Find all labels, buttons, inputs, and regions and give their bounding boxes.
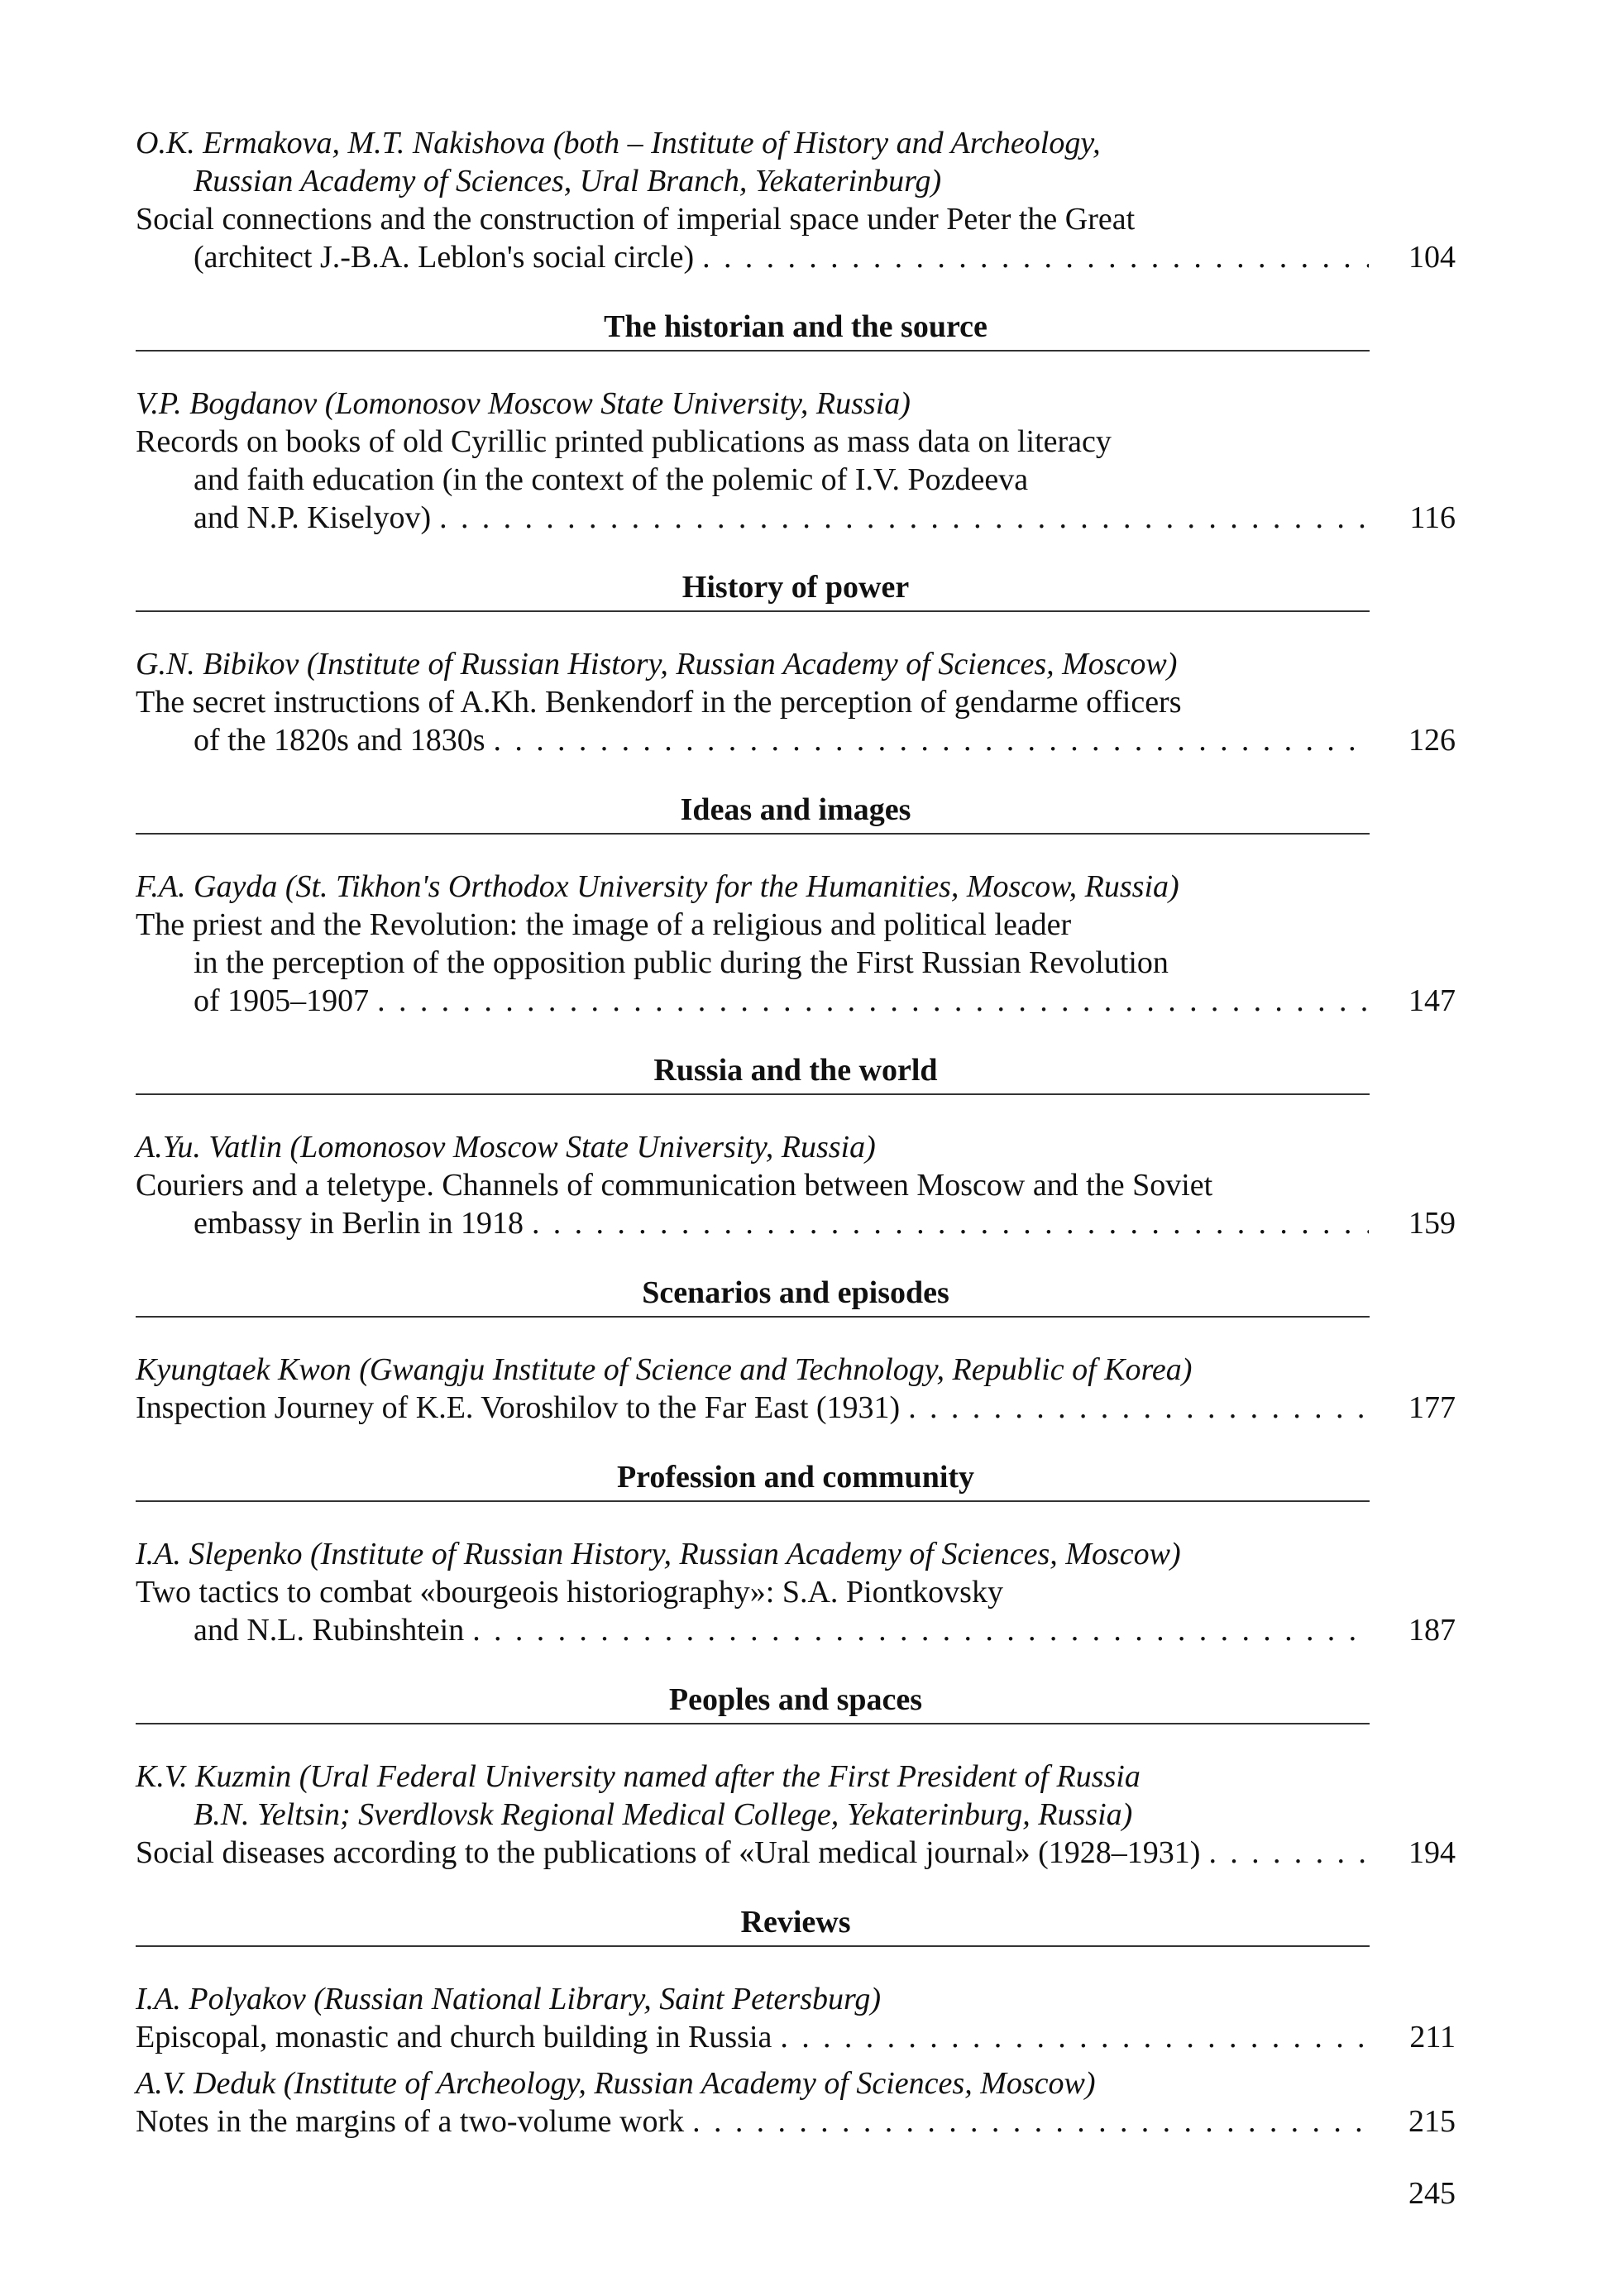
entry-title: of 1905–1907 <box>194 983 370 1018</box>
entry-author: K.V. Kuzmin (Ural Federal University named after the First President of Russia <box>136 1759 1141 1794</box>
dot-leader <box>684 2102 1369 2141</box>
entry-title: The secret instructions of A.Kh. Benkendorf in the perception of gendarme officers <box>136 685 1182 720</box>
toc-entry <box>136 385 1456 537</box>
page-number: 245 <box>1408 2176 1456 2211</box>
entry-title: Records on books of old Cyrillic printed publications as mass data on literacy <box>136 424 1112 459</box>
dot-leader <box>524 1204 1369 1242</box>
section-divider <box>136 1945 1370 1947</box>
entry-author: Kyungtaek Kwon (Gwangju Institute of Science and Technology, Republic of Korea) <box>136 1352 1193 1387</box>
toc-section <box>136 1681 1456 1872</box>
section-divider <box>136 350 1370 352</box>
dot-leader <box>772 2018 1369 2056</box>
dot-leader <box>369 982 1369 1020</box>
entry-title: (architect J.-B.A. Leblon's social circle) <box>194 240 695 275</box>
toc-section <box>136 308 1456 537</box>
entry-author: G.N. Bibikov (Institute of Russian History, Russian Academy of Sciences, Moscow) <box>136 647 1178 682</box>
section-divider <box>136 1316 1370 1318</box>
section-divider <box>136 833 1370 835</box>
entry-title-last-line <box>136 238 1456 276</box>
dot-leader <box>431 499 1369 537</box>
toc-section <box>136 1051 1456 1242</box>
entry-title-last-line <box>136 2102 1456 2141</box>
entry-page-number: 159 <box>1408 1206 1456 1241</box>
entry-page-number: 177 <box>1408 1390 1456 1425</box>
section-divider <box>136 1093 1370 1095</box>
entry-author: I.A. Polyakov (Russian National Library, Saint Petersburg) <box>136 1982 882 2016</box>
entry-title-last-line <box>136 1611 1456 1649</box>
section-heading: Reviews <box>740 1905 851 1940</box>
entry-title-last-line <box>136 1834 1456 1872</box>
dot-leader <box>1200 1834 1369 1872</box>
entry-author: A.Yu. Vatlin (Lomonosov Moscow State University, Russia) <box>136 1130 876 1165</box>
toc-entry <box>136 1535 1456 1649</box>
toc-section <box>136 568 1456 759</box>
entry-page-number: 126 <box>1408 723 1456 758</box>
entry-title: and faith education (in the context of the polemic of I.V. Pozdeeva <box>194 462 1029 497</box>
section-heading: Russia and the world <box>653 1053 938 1088</box>
dot-leader <box>464 1611 1369 1649</box>
section-heading: Scenarios and episodes <box>642 1275 949 1310</box>
entry-author: I.A. Slepenko (Institute of Russian History, Russian Academy of Sciences, Moscow) <box>136 1537 1181 1571</box>
entry-title-last-line <box>136 1204 1456 1242</box>
entry-author: F.A. Gayda (St. Tikhon's Orthodox University for the Humanities, Moscow, Russia) <box>136 869 1179 904</box>
toc-entry <box>136 868 1456 1020</box>
entry-page-number: 187 <box>1408 1613 1456 1648</box>
toc-entry <box>136 1758 1456 1872</box>
entry-title-last-line <box>136 1389 1456 1427</box>
entry-title: Notes in the margins of a two-volume work <box>136 2104 685 2139</box>
toc-entry <box>136 1351 1456 1427</box>
table-of-contents <box>136 124 1456 2141</box>
dot-leader <box>900 1389 1369 1427</box>
section-divider <box>136 610 1370 612</box>
entry-page-number: 211 <box>1409 2020 1456 2054</box>
toc-entry <box>136 2064 1456 2141</box>
toc-section <box>136 1458 1456 1649</box>
entry-page-number: 147 <box>1408 983 1456 1018</box>
toc-section <box>136 124 1456 276</box>
entry-page-number: 104 <box>1408 240 1456 275</box>
entry-author: Russian Academy of Sciences, Ural Branch, Yekaterinburg) <box>194 164 942 199</box>
section-heading: Ideas and images <box>680 792 911 827</box>
section-heading: Profession and community <box>616 1460 975 1495</box>
section-heading: History of power <box>681 570 910 605</box>
entry-title: Two tactics to combat «bourgeois historiography»: S.A. Piontkovsky <box>136 1575 1003 1610</box>
entry-title: Couriers and a teletype. Channels of communication between Moscow and the Soviet <box>136 1168 1213 1203</box>
entry-title: of the 1820s and 1830s <box>194 723 485 758</box>
entry-title: in the perception of the opposition public during the First Russian Revolution <box>194 945 1169 980</box>
section-divider <box>136 1723 1370 1724</box>
entry-title: Social connections and the construction of imperial space under Peter the Great <box>136 202 1136 237</box>
entry-title: embassy in Berlin in 1918 <box>194 1206 524 1241</box>
entry-title: and N.L. Rubinshtein <box>194 1613 465 1648</box>
section-divider <box>136 1500 1370 1502</box>
dot-leader <box>694 238 1369 276</box>
entry-title-last-line <box>136 499 1456 537</box>
entry-title-last-line <box>136 721 1456 759</box>
entry-author: V.P. Bogdanov (Lomonosov Moscow State University, Russia) <box>136 386 911 421</box>
toc-section <box>136 1274 1456 1427</box>
entry-title-last-line <box>136 2018 1456 2056</box>
entry-title: Inspection Journey of K.E. Voroshilov to the Far East (1931) <box>136 1390 901 1425</box>
section-heading: Peoples and spaces <box>668 1682 923 1717</box>
toc-entry <box>136 1128 1456 1242</box>
entry-page-number: 215 <box>1408 2104 1456 2139</box>
entry-page-number: 194 <box>1408 1835 1456 1870</box>
entry-author: O.K. Ermakova, M.T. Nakishova (both – Institute of History and Archeology, <box>136 126 1101 160</box>
toc-section <box>136 1903 1456 2141</box>
entry-author: B.N. Yeltsin; Sverdlovsk Regional Medical College, Yekaterinburg, Russia) <box>194 1797 1133 1832</box>
entry-title: Social diseases according to the publications of «Ural medical journal» (1928–1931) <box>136 1835 1201 1870</box>
entry-title: Episcopal, monastic and church building in Russia <box>136 2020 772 2054</box>
dot-leader <box>485 721 1369 759</box>
entry-author: A.V. Deduk (Institute of Archeology, Russian Academy of Sciences, Moscow) <box>136 2066 1096 2101</box>
toc-entry <box>136 645 1456 759</box>
entry-title-last-line <box>136 982 1456 1020</box>
toc-section <box>136 791 1456 1020</box>
entry-page-number: 116 <box>1409 500 1456 535</box>
section-heading: The historian and the source <box>604 309 988 344</box>
toc-entry <box>136 1980 1456 2056</box>
entry-title: The priest and the Revolution: the image of a religious and political leader <box>136 907 1072 942</box>
entry-title: and N.P. Kiselyov) <box>194 500 432 535</box>
toc-entry <box>136 124 1456 276</box>
